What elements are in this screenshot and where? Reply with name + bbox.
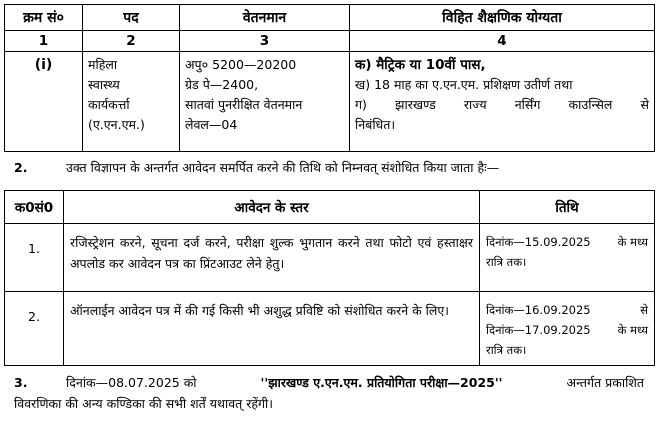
header-qualification: विहित शैक्षणिक योग्यता (350, 5, 655, 31)
paragraph-text: अन्तर्गत प्रकाशित (566, 375, 644, 390)
paragraph-text: उक्त विज्ञापन के अन्तर्गत आवेदन समर्पित करने की तिथि को निम्नवत् संशोधित किया जाता हैः— (66, 160, 500, 175)
qualification-a: क) मैट्रिक या 10वीं पास, (355, 57, 486, 73)
date-cell (480, 224, 655, 292)
pay-line: अपु० 5200—20200 (185, 57, 297, 72)
post-line: स्वास्थ्य (88, 77, 120, 92)
column-number: 3 (180, 31, 350, 52)
post-line: (ए.एन.एम.) (88, 117, 145, 132)
date-text: दिनांक—16.09.2025 (486, 303, 591, 317)
header-pay-scale: वेतनमान (180, 5, 350, 31)
header-serial: क0सं0 (5, 191, 64, 224)
post-details-table (4, 4, 655, 152)
pay-scale-cell (180, 52, 350, 152)
row-serial: 1. (5, 224, 64, 292)
column-number: 1 (5, 31, 83, 52)
stage-cell: रजिस्ट्रेशन करने, सूचना दर्ज करने, परीक्षा शुल्क भुगतान करने तथा फोटो एवं हस्ताक्षर अपलोड कर आवेदन पत्र का प्रिंटआउट लेने हेतु। (64, 224, 480, 292)
date-text: के मध्य (617, 235, 648, 249)
date-text: दिनांक—17.09.2025 (486, 323, 591, 337)
pay-line: ग्रेड पे—2400, (185, 77, 259, 92)
qualification-d: निबंधित। (355, 117, 396, 132)
header-stage: आवेदन के स्तर (64, 191, 480, 224)
column-number: 4 (350, 31, 655, 52)
paragraph-2 (14, 157, 644, 178)
post-line: कार्यकर्त्ता (88, 97, 130, 112)
post-name-cell (83, 52, 180, 152)
date-cell (480, 292, 655, 366)
qualification-c: ग) झारखण्ड राज्य नर्सिंग काउन्सिल से (355, 97, 649, 112)
stage-cell: ऑनलाईन आवेदन पत्र में की गई किसी भी अशुद्ध प्रविष्टि को संशोधित करने के लिए। (64, 292, 480, 366)
row-serial: (i) (5, 52, 83, 152)
header-post: पद (83, 5, 180, 31)
qualification-b: ख) 18 माह का ए.एन.एम. प्रशिक्षण उतीर्ण तथा (355, 77, 573, 92)
pay-line: सातवां पुनरीक्षित वेतनमान (185, 97, 303, 112)
pay-line: लेवल—04 (185, 117, 238, 132)
header-serial: क्रम सं० (5, 5, 83, 31)
paragraph-number: 2. (14, 160, 28, 175)
paragraph-text: विवरणिका की अन्य कण्डिका की सभी शर्तें यथावत् रहेंगी। (14, 396, 274, 411)
date-text: रात्रि तक। (486, 343, 527, 357)
application-dates-table (4, 190, 655, 366)
header-date: तिथि (480, 191, 655, 224)
row-serial: 2. (5, 292, 64, 366)
column-number: 2 (83, 31, 180, 52)
date-text: रात्रि तक। (486, 255, 527, 269)
paragraph-number: 3. (14, 375, 28, 390)
date-text: दिनांक—15.09.2025 (486, 235, 591, 249)
exam-name: ''झारखण्ड ए.एन.एम. प्रतियोगिता परीक्षा—2025'' (260, 375, 503, 390)
paragraph-text: दिनांक—08.07.2025 को (66, 375, 197, 390)
date-text: के मध्य (617, 323, 648, 337)
paragraph-3 (14, 372, 644, 414)
qualification-cell (350, 52, 655, 152)
post-line: महिला (88, 57, 118, 72)
date-text: से (640, 303, 648, 317)
